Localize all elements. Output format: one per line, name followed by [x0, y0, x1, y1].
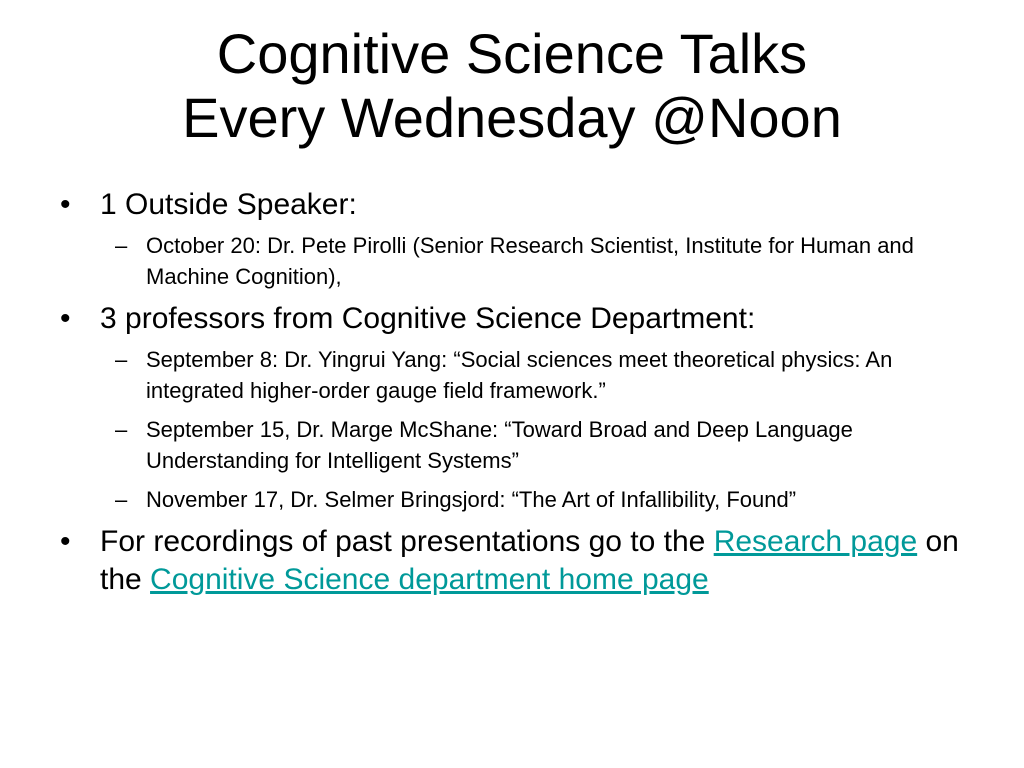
bullet-outside-speaker [60, 186, 960, 224]
research-page-link[interactable]: Research page [713, 525, 918, 558]
recordings-prefix: For recordings of past presentations go to the [100, 525, 714, 558]
recordings-middle: on the [100, 525, 959, 596]
dash-marker: – [115, 233, 128, 258]
bullet-recordings [60, 523, 960, 599]
bullet-text: 3 professors from Cognitive Science Department: [100, 302, 756, 335]
dash-marker: – [115, 417, 128, 442]
subitem-text: September 15, Dr. Marge McShane: “Toward Broad and Deep Language Understanding for Intelligent Systems” [146, 417, 853, 473]
slide-title [0, 22, 1024, 150]
title-line-1: Cognitive Science Talks [216, 22, 808, 85]
title-line-2: Every Wednesday @Noon [182, 86, 842, 149]
subitem-yang [60, 344, 960, 406]
subitem-text: November 17, Dr. Selmer Bringsjord: “The Art of Infallibility, Found” [146, 487, 797, 512]
bullet-marker: • [60, 188, 71, 221]
dash-marker: – [115, 487, 128, 512]
bullet-marker: • [60, 525, 71, 558]
bullet-text: 1 Outside Speaker: [100, 188, 357, 221]
subitem-text: October 20: Dr. Pete Pirolli (Senior Research Scientist, Institute for Human and Machine Cognition), [146, 233, 914, 289]
subitem-pirolli [60, 230, 960, 292]
department-home-page-link[interactable]: Cognitive Science department home page [150, 563, 709, 596]
bullet-marker: • [60, 302, 71, 335]
subitem-bringsjord [60, 484, 960, 515]
subitem-text: September 8: Dr. Yingrui Yang: “Social sciences meet theoretical physics: An integrated higher-order gauge field framework.” [146, 347, 893, 403]
bullet-professors [60, 300, 960, 338]
subitem-mcshane [60, 414, 960, 476]
slide-body [60, 186, 960, 605]
dash-marker: – [115, 347, 128, 372]
